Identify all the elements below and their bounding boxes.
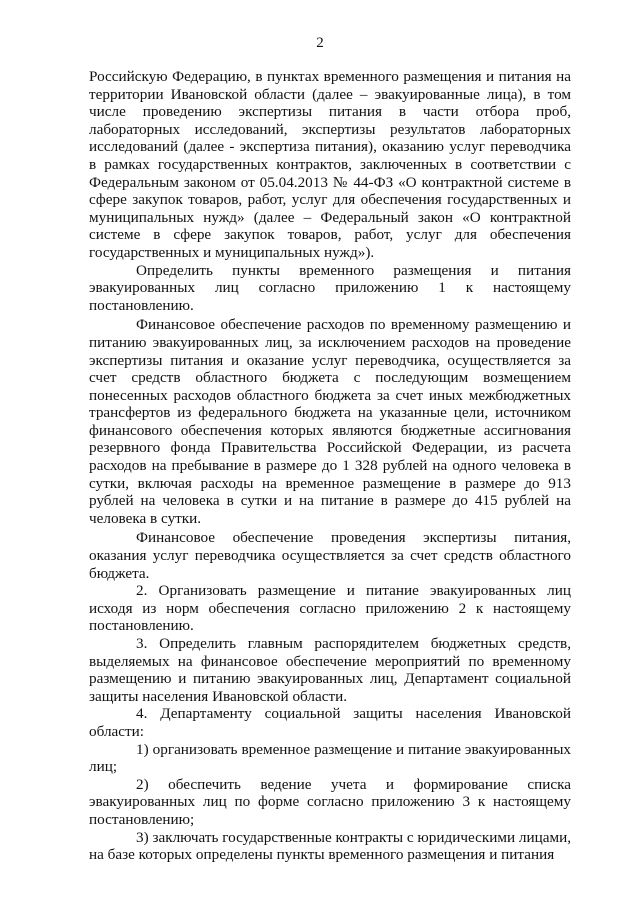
paragraph-financing-expertise: Финансовое обеспечение проведения экспертизы питания, оказания услуг переводчика осуществляется за счет средств областного бюджета. <box>89 529 571 582</box>
paragraph-continuation: Российскую Федерацию, в пунктах временного размещения и питания на территории Ивановской области (далее – эвакуированные лица), в том числе проведению экспертизы питания в части отбора проб, лабораторных исследований, экспертизы результатов лабораторных исследований (далее - экспертиза питания), оказанию услуг переводчика в рамках государственных контрактов, заключенных в соответствии с Федеральным законом от 05.04.2013 № 44-ФЗ «О контрактной системе в сфере закупок товаров, работ, услуг для обеспечения государственных и муниципальных нужд» (далее – Федеральный закон «О контрактной системе в сфере закупок товаров, работ, услуг для обеспечения государственных и муниципальных нужд»). <box>89 68 571 261</box>
document-body <box>89 68 571 864</box>
paragraph-subitem-2: 2) обеспечить ведение учета и формирование списка эвакуированных лиц по форме согласно приложению 3 к настоящему постановлению; <box>89 775 571 828</box>
page-number: 2 <box>316 35 324 51</box>
paragraph-item-3: 3. Определить главным распорядителем бюджетных средств, выделяемых на финансовое обеспечение мероприятий по временному размещению и питанию эвакуированных лиц, Департамент социальной защиты населения Ивановской области. <box>89 635 571 705</box>
paragraph-subitem-1: 1) организовать временное размещение и питание эвакуированных лиц; <box>89 740 571 776</box>
paragraph-subitem-3: 3) заключать государственные контракты с юридическими лицами, на базе которых определены пункты временного размещения и питания <box>89 828 571 864</box>
paragraph-item-4: 4. Департаменту социальной защиты населения Ивановской области: <box>89 705 571 740</box>
paragraph-item-2: 2. Организовать размещение и питание эвакуированных лиц исходя из норм обеспечения согласно приложению 2 к настоящему постановлению. <box>89 582 571 635</box>
paragraph-financing-accommodation: Финансовое обеспечение расходов по временному размещению и питанию эвакуированных лиц, за исключением расходов на проведение экспертизы питания и оказание услуг переводчика, осуществляется за счет средств областного бюджета с последующим возмещением понесенных расходов областного бюджета за счет иных межбюджетных трансфертов из федерального бюджета на указанные цели, источником финансового обеспечения которых являются бюджетные ассигнования резервного фонда Правительства Российской Федерации, из расчета расходов на пребывание в размере до 1 328 рублей на одного человека в сутки, включая расходы на временное размещение в размере до 913 рублей на человека в сутки и на питание в размере до 415 рублей на человека в сутки. <box>89 316 571 527</box>
paragraph-evacuation-points: Определить пункты временного размещения и питания эвакуированных лиц согласно приложению 1 к настоящему постановлению. <box>89 261 571 314</box>
